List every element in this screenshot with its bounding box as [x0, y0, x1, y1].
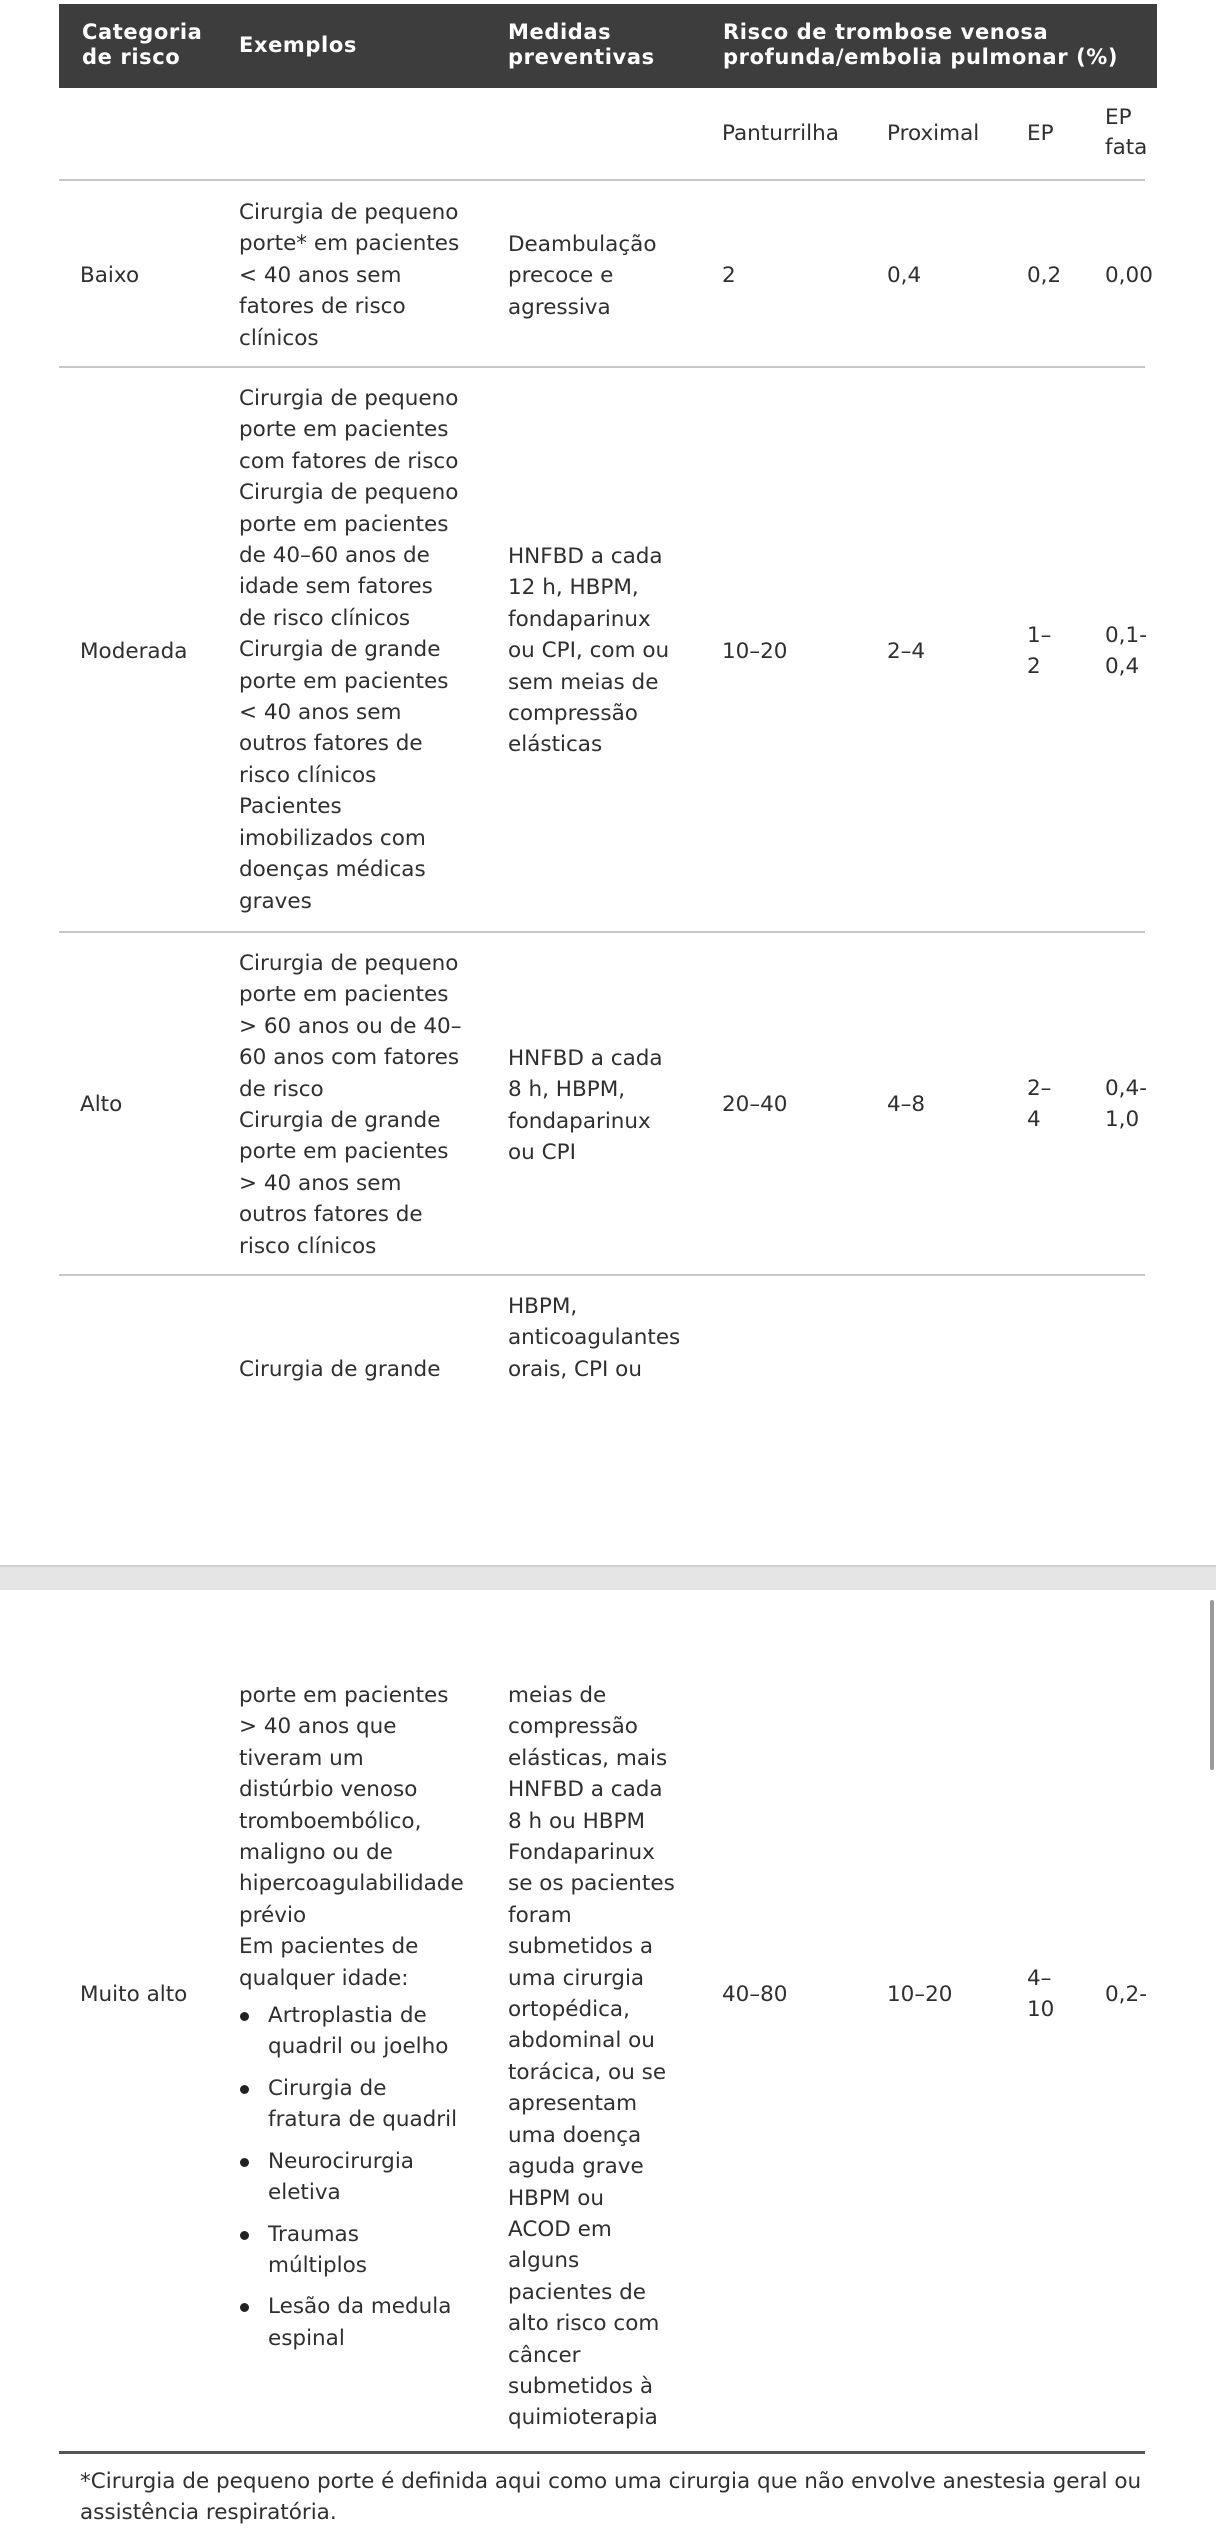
row-high-pe: 2– 4 [1027, 1076, 1052, 1133]
header-risk: Risco de trombose venosa profunda/embolia pulmonar (%) [723, 20, 1119, 69]
page-break [0, 1565, 1216, 1590]
procedure-list [239, 2000, 464, 2354]
row-low-pe: 0,2 [1027, 263, 1062, 288]
subheader-pe-fatal: EP fata [1105, 105, 1148, 160]
list-item: Lesão da medula espinal [239, 2291, 464, 2354]
row-low-calf: 2 [722, 263, 736, 288]
list-item: Traumas múltiplos [239, 2219, 464, 2282]
row-very-high-pe: 4– 10 [1027, 1966, 1055, 2023]
bullet-icon [240, 2231, 249, 2240]
row-divider [59, 179, 1145, 181]
table-bottom-border [59, 2451, 1145, 2454]
row-very-high-measures: meias de compressão elásticas, mais HNFBD a cada 8 h ou HBPM Fondaparinux se os pacientes foram submetidos a uma cirurgia ortopédica, abdominal ou torácica, ou se apresentam uma doença aguda grave HBPM ou ACOD em alguns pacientes de alto risco com câncer submetidos à quimioterapia [508, 1683, 675, 2431]
row-moderate-proximal: 2–4 [887, 639, 926, 664]
row-high-examples: Cirurgia de pequeno porte em pacientes > 60 anos ou de 40– 60 anos com fatores de risco Cirurgia de grande porte em pacientes > 40 anos sem outros fatores de risco clínicos [239, 951, 462, 1259]
bullet-icon [240, 2158, 249, 2167]
row-low-examples: Cirurgia de pequeno porte* em pacientes < 40 anos sem fatores de risco clínicos [239, 200, 460, 351]
row-very-high-pe-fatal: 0,2- [1105, 1982, 1147, 2007]
row-very-high-proximal: 10–20 [887, 1982, 953, 2007]
row-low-proximal: 0,4 [887, 263, 922, 288]
row-moderate-calf: 10–20 [722, 639, 788, 664]
bullet-icon [240, 2303, 249, 2312]
row-low-measures: Deambulação precoce e agressiva [508, 232, 657, 320]
row-moderate-pe-fatal: 0,1- 0,4 [1105, 623, 1147, 680]
row-high-pe-fatal: 0,4- 1,0 [1105, 1076, 1147, 1133]
header-measures: Medidas preventivas [508, 20, 655, 69]
row-high-calf: 20–40 [722, 1092, 788, 1117]
scrollbar[interactable] [1210, 1600, 1214, 1770]
row-low-category: Baixo [80, 263, 140, 288]
row-divider [59, 931, 1145, 933]
row-very-high-measures-top: HBPM, anticoagulantes orais, CPI ou [508, 1294, 681, 1382]
row-low-pe-fatal: 0,00 [1105, 263, 1153, 288]
row-very-high-category: Muito alto [80, 1982, 188, 2007]
header-examples: Exemplos [239, 33, 357, 57]
table-header [59, 4, 1157, 88]
bullet-icon [240, 2012, 249, 2021]
row-high-category: Alto [80, 1092, 123, 1117]
row-very-high-examples-top: Cirurgia de grande [239, 1357, 441, 1382]
row-very-high-calf: 40–80 [722, 1982, 788, 2007]
row-divider [59, 366, 1145, 368]
row-moderate-measures: HNFBD a cada 12 h, HBPM, fondaparinux ou CPI, com ou sem meias de compressão elásticas [508, 544, 670, 758]
list-item: Artroplastia de quadril ou joelho [239, 2000, 464, 2063]
row-moderate-category: Moderada [80, 639, 188, 664]
row-high-measures: HNFBD a cada 8 h, HBPM, fondaparinux ou CPI [508, 1046, 663, 1166]
subheader-proximal: Proximal [887, 121, 980, 146]
row-very-high-examples: porte em pacientes > 40 anos que tiveram um distúrbio venoso tromboembólico, maligno ou de hipercoagulabilidade prévio Em pacientes de qualquer idade: Artroplastia de quadril ou joelho Cirurgia de fratura de quadril Neurocirurgia eletiva Traumas múltiplos Lesão da medula espinal [239, 1680, 464, 2354]
list-item: Neurocirurgia eletiva [239, 2146, 464, 2209]
footnote: *Cirurgia de pequeno porte é definida aqui como uma cirurgia que não envolve anestesia geral ou assistência respiratória. [80, 2469, 1142, 2525]
subheader-calf: Panturrilha [722, 121, 839, 146]
row-high-proximal: 4–8 [887, 1092, 926, 1117]
bullet-icon [240, 2085, 249, 2094]
subheader-pe: EP [1027, 121, 1054, 146]
row-divider [59, 1274, 1145, 1276]
header-category: Categoria de risco [82, 20, 203, 69]
row-moderate-pe: 1– 2 [1027, 623, 1052, 680]
row-moderate-examples: Cirurgia de pequeno porte em pacientes com fatores de risco Cirurgia de pequeno porte em pacientes de 40–60 anos de idade sem fatores de risco clínicos Cirurgia de grande porte em pacientes < 40 anos sem outros fatores de risco clínicos Pacientes imobilizados com doenças médicas graves [239, 386, 459, 914]
list-item: Cirurgia de fratura de quadril [239, 2073, 464, 2136]
